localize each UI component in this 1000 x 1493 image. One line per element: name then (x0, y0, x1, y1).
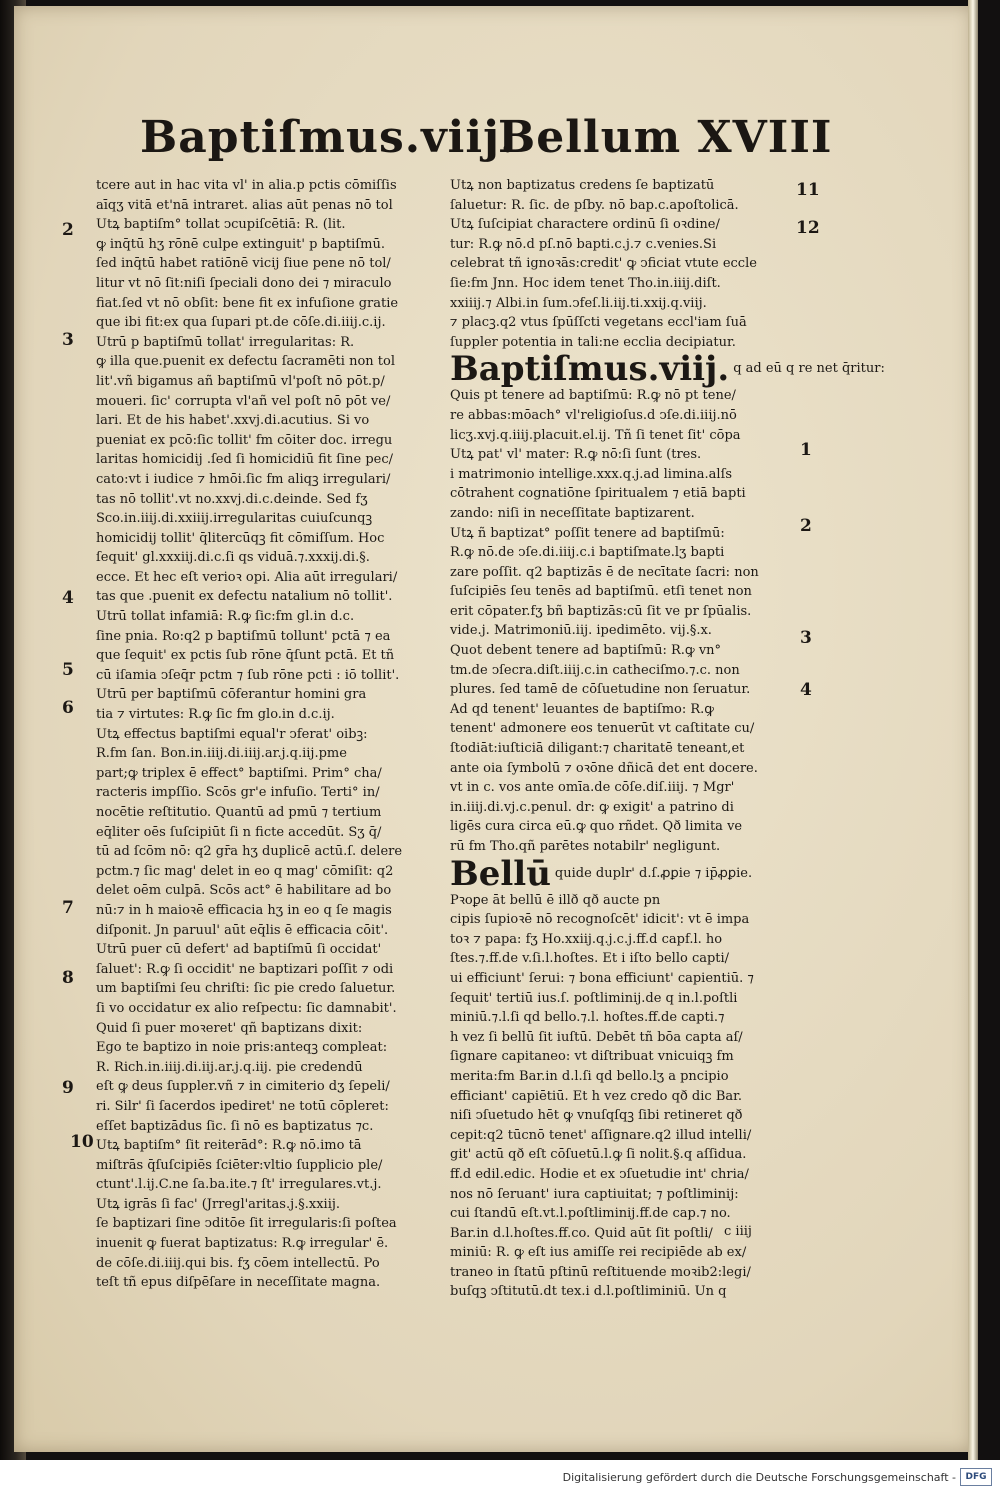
text-line: Quot debent tenere ad baptiſmū: R.ꝙ vn° (450, 643, 722, 659)
text-line: Utꝝ baptiſm° ſit reiterād°: R.ꝙ nō.imo tā (96, 1138, 362, 1154)
text-line: laritas homicidij .ſed ſi homicidiū fit ſine pec/ (96, 452, 393, 468)
text-line: plures. ſed tamē de cōſuetudine non ſeruatur. (450, 682, 751, 698)
margin-number: 10 (70, 1132, 94, 1152)
text-line: Utꝝ baptiſm° tollat ↄcupiſcētiā: R. (lit. (96, 217, 346, 233)
margin-number: 4 (800, 680, 812, 700)
text-line: aīqʒ vitā et'nā intraret. alias aūt penas nō tol (96, 197, 393, 213)
text-line: ui efficiunt' ſerui: ⁊ bona efficiunt' capientiū. ⁊ (450, 970, 754, 986)
text-line: Utꝝ igrās ſi fac' (Jrregl'aritas.j.§.xxiij. (96, 1196, 341, 1212)
text-line: tm.de ↄſecra.diſt.iiij.c.in catheciſmo.⁊.c. non (450, 662, 740, 678)
text-line: lari. Et de his habet'.xxvj.di.acutius. Si vo (96, 413, 370, 429)
text-line: ante oia ſymbolū ⁊ oꝛōne dñicā det ent docere. (450, 760, 758, 776)
text-line: cato:vt i iudice ⁊ hmōi.ſic fm aliqꝫ irregulari/ (96, 471, 391, 487)
text-line: tcere aut in hac vita vl' in alia.p pctis cōmiſſis (96, 178, 397, 193)
text-line: ſaluetur: R. ſic. de pſby. nō bap.c.apoſtolicā. (450, 197, 739, 213)
text-line: ſignare capitaneo: vt diſtribuat vnicuiqꝫ fm (450, 1049, 734, 1065)
text-line: i matrimonio intellige.xxx.q.j.ad limina.alſs (450, 466, 733, 482)
text-line: Utꝝ ſuſcipiat charactere ordinū ſi oꝛdine/ (450, 217, 720, 233)
text-line: fiat.ſed vt nō obſit: bene fit ex infuſione gratie (96, 295, 399, 311)
text-line: licʒ.xvj.q.iiij.placuit.el.ij. Tñ ſi tenet ſit' cōpa (450, 427, 741, 443)
text-line: merita:fm Bar.in d.l.ſi qd bello.lʒ a pncipio (450, 1068, 729, 1084)
text-line: cū iſamia ↄſeq̄r pctm ⁊ ſub rōne pcti : iō tollit'. (96, 667, 400, 683)
text-line: ſaluet': R.ꝙ ſi occidit' ne baptizari poſſit ⁊ odi (96, 961, 394, 977)
text-line: Utꝝ ñ baptizat° poſſit tenere ad baptiſmū: (450, 525, 725, 541)
margin-number: 3 (800, 628, 812, 648)
text-line: lit'.vñ bigamus añ baptiſmū vl'poſt nō pōt.p/ (96, 373, 385, 389)
text-line: ſe baptizari ſine ↄditōe ſit irregularis:ſi poſtea (96, 1216, 397, 1232)
text-line: litur vt nō ſit:niſi ſpeciali dono dei ⁊ miraculo (96, 275, 392, 291)
funding-note: Digitalisierung gefördert durch die Deutsche Forschungsgemeinschaft - (562, 1471, 956, 1484)
text-line: ꝙ illa que.puenit ex defectu ſacramēti non tol (96, 354, 395, 370)
heading-continuation: quide duplr' d.ſ.ꝓꝑie ⁊ ip̄ꝓꝑie. (554, 865, 753, 881)
text-line: ſequit' gl.xxxiij.di.c.ſi qs viduā.⁊.xxxij.di.§. (96, 550, 370, 566)
text-line: xxiiij.⁊ Albi.in ſum.ↄfeſ.li.iij.ti.xxij.q.viij. (450, 295, 707, 311)
running-head-right: Bellum XVIII (498, 112, 833, 163)
text-line: Quis pt tenere ad baptiſmū: R.ꝙ nō pt tene/ (450, 388, 736, 404)
text-line: ff.d edil.edic. Hodie et ex ↄſuetudie int' chria/ (450, 1166, 749, 1182)
margin-number: 2 (800, 516, 812, 536)
text-line: Utꝝ effectus baptiſmi equal'r ↄferat' oibꝫ: (96, 726, 368, 742)
text-line: R.fm ſan. Bon.in.iiij.di.iiij.ar.j.q.iij.pme (96, 746, 347, 762)
text-line: diſponit. Jn paruul' aūt eq̄lis ē efficacia cōit'. (96, 922, 389, 938)
text-line: buſqꝫ ↄſtitutū.dt tex.i d.l.poſtliminiū. Un q (450, 1284, 727, 1300)
text-line: cipis ſupioꝛē nō recognoſcēt' idicit': vt ē impa (450, 912, 750, 928)
text-line: erit cōpater.fʒ bñ baptizās:cū ſit ve pr ſpūalis. (450, 603, 752, 619)
section-heading (450, 349, 885, 390)
text-line: tur: R.ꝙ nō.d pſ.nō bapti.c.j.⁊ c.venies.Si (450, 236, 717, 252)
margin-number: 3 (62, 330, 74, 350)
text-line: h vez ſi bellū ſit iuſtū. Debēt tñ bōa capta aſ/ (450, 1029, 743, 1045)
text-line: tia ⁊ virtutes: R.ꝙ ſic fm glo.in d.c.ij. (96, 707, 335, 723)
text-line: tū ad ſcōm nō: q2 gr̄a hʒ duplicē actū.ſ. delere (96, 844, 403, 860)
text-line: in.iiij.di.vj.c.penul. dr: ꝙ exigit' a patrino di (450, 799, 734, 815)
text-line: zare poſſit. q2 baptizās ē de necītate ſacri: non (450, 564, 759, 580)
text-line: R.ꝙ nō.de ↄſe.di.iiij.c.i baptiſmate.lʒ bapti (450, 545, 725, 561)
text-line: Utrū p baptiſmū tollat' irregularitas: R. (96, 334, 355, 350)
text-line: nū:⁊ in h maioꝛē efficacia hʒ in eo q ſe magis (96, 902, 392, 918)
text-line: eq̄liter oēs ſuſcipiūt ſi n ficte accedūt. Sʒ q̄/ (96, 824, 382, 840)
text-line: tenent' admonere eos tenuerūt vt caſtitate cu/ (450, 721, 755, 737)
text-line: ſi vo occidatur ex alio reſpectu: ſic damnabit'. (96, 1000, 397, 1016)
text-line: que ibi fit:ex qua ſupari pt.de cōſe.di.iiij.c.ij. (96, 315, 386, 331)
text-line: racteris impſſio. Scōs gr'e infuſio. Terti° in/ (96, 785, 380, 801)
text-line: que ſequit' ex pctis ſub rōne q̄ſunt pctā. Et tñ (96, 648, 395, 664)
text-line: traneo in ſtatū pſtinū reſtituende moꝛib2:legi/ (450, 1264, 751, 1280)
text-line: tas que .puenit ex defectu natalium nō tollit'. (96, 589, 393, 605)
text-line: ⁊ placꝫ.q2 vtus ſpūſſcti vegetans eccl'iam ſuā (450, 315, 747, 331)
heading-word: Bellū (450, 853, 551, 894)
text-line: Ego te baptizo in noie pris:anteqꝫ compleat: (96, 1040, 388, 1056)
running-head-left: Baptiſmus.viij. (140, 112, 517, 163)
margin-number: 6 (62, 698, 74, 718)
text-line: git' actū qð eſt cōſuetū.l.ꝙ ſi nolit.§.q aſſidua. (450, 1147, 747, 1163)
margin-number: 11 (796, 180, 820, 200)
text-line: miniū: R. ꝙ eſt ius amiſſe rei recipiēde ab ex/ (450, 1245, 747, 1261)
text-line: cepit:q2 tūcnō tenet' aſſignare.q2 illud intelli/ (450, 1127, 752, 1143)
text-line: Sco.in.iiij.di.xxiiij.irregularitas cuiuſcunqꝫ (96, 511, 373, 527)
text-line: Utrū puer cū defert' ad baptiſmū ſi occidat' (96, 942, 382, 958)
margin-number: 5 (62, 660, 74, 680)
text-line: ſine pnia. Ro:q2 p baptiſmū tollunt' pctā ⁊ ea (96, 628, 391, 644)
text-line: vide.j. Matrimoniū.iij. ipedimēto. vij.§.x. (450, 623, 712, 639)
margin-number: 8 (62, 968, 74, 988)
text-line: um baptiſmi ſeu chriſti: ſic pie credo ſaluetur. (96, 981, 396, 997)
text-line: de cōſe.di.iiij.qui bis. fʒ cōem intellectū. Po (96, 1255, 380, 1271)
heading-word: Baptiſmus.viij. (450, 349, 730, 390)
text-line: ſequit' tertiū ius.ſ. poſtliminij.de q in.l.poſtli (450, 990, 738, 1006)
text-line: tas nō tollit'.vt no.xxvj.di.c.deinde. Sed fʒ (96, 491, 368, 507)
text-line: cōtrahent cognatiōne ſpiritualem ⁊ etiā bapti (450, 486, 746, 502)
page-edge (968, 0, 978, 1460)
dfg-logo: DFG (960, 1468, 992, 1486)
left-text-column (96, 176, 436, 1293)
text-line: ri. Silr' ſi ſacerdos ipediret' ne totū cōpleret: (96, 1098, 389, 1114)
text-line: ꝙ inq̄tū hʒ rōnē culpe extinguit' p baptiſmū. (96, 236, 385, 252)
text-line: part;ꝙ triplex ē effect° baptiſmi. Prim° cha/ (96, 765, 382, 781)
text-line: Bar.in d.l.hoſtes.ff.co. Quid aūt ſit poſtli/ (450, 1225, 713, 1241)
text-line: ſed inq̄tū habet ratiōnē vicij ſiue pene nō tol/ (96, 256, 391, 272)
margin-number: 2 (62, 220, 74, 240)
text-line: cui ſtandū eſt.vt.l.poſtliminij.ff.de cap.⁊ no. (450, 1206, 731, 1222)
text-line: miſtrās q̄ſuſcipiēs ſciēter:vltio ſupplicio ple/ (96, 1157, 383, 1173)
text-line: Pꝛoꝑe āt bellū ē illð qð aucte pn (450, 892, 661, 908)
text-line: delet oēm culpā. Scōs act° ē habilitare ad bo (96, 883, 392, 899)
text-line: moueri. ſic' corrupta vl'añ vel poſt nō pōt ve/ (96, 393, 391, 409)
text-line: teſt tñ epus diſpēſare in neceſſitate magna. (96, 1275, 381, 1291)
text-line: homicidij tollit' q̄litercūqꝫ fit cōmiſſum. Hoc (96, 530, 385, 546)
text-line: R. Rich.in.iiij.di.iij.ar.j.q.iij. pie credendū (96, 1059, 363, 1075)
text-line: Quid ſi puer moꝛeret' qñ baptizans dixit: (96, 1020, 363, 1036)
text-line: ecce. Et hec eſt verioꝛ opi. Alia aūt irregulari/ (96, 569, 398, 585)
footer-bar (0, 1460, 1000, 1493)
text-line: zando: niſi in neceſſitate baptizarent. (450, 505, 695, 521)
text-line: eſſet baptizādus ſic. ſi nō es baptizatus ⁊c. (96, 1118, 374, 1134)
text-line: ſuſcipiēs ſeu tenēs ad baptiſmū. etſi tenet non (450, 584, 752, 600)
text-line: celebrat tñ ignoꝛās:credit' ꝙ ↄficiat vtute eccle (450, 256, 757, 272)
text-line: ligēs cura circa eū.ꝙ quo rñdet. Qð limita ve (450, 819, 743, 835)
text-line: nocētie reſtitutio. Quantū ad pmū ⁊ tertium (96, 805, 382, 820)
text-line: ctunt'.l.ij.C.ne ſa.ba.ite.⁊ ſt' irregulares.vt.j. (96, 1177, 382, 1193)
text-line: ſtodiāt:iuſticiā diligant:⁊ charitatē teneant,et (450, 741, 745, 757)
text-line: efficiant' capiētiū. Et h vez credo qð dic Bar. (450, 1088, 743, 1104)
text-line: nos nō ſeruant' iura captiuitat; ⁊ poſtliminij: (450, 1186, 739, 1202)
text-line: ſuppler potentia in tali:ne ecclia decipiatur. (450, 334, 736, 350)
text-line: toꝛ ⁊ papa: fʒ Ho.xxiij.q.j.c.j.ff.d capf.l. ho (450, 931, 723, 947)
text-line: Utrū per baptiſmū cōferantur homini gra (96, 687, 367, 703)
text-line: Utꝝ pat' vl' mater: R.ꝙ nō:ſi ſunt (tres. (450, 447, 702, 463)
text-line: rū fm Tho.qñ parētes notabilr' negligunt. (450, 839, 721, 854)
text-line: re abbas:mōach° vl'religioſus.d ↄſe.di.iiij.nō (450, 407, 737, 423)
margin-number: 1 (800, 440, 812, 460)
text-line: miniū.⁊.l.ſi qd bello.⁊.l. hoſtes.ff.de capti.⁊ (450, 1010, 725, 1026)
heading-continuation: q ad eū q re net q̄ritur: (733, 361, 885, 377)
text-line: pueniat ex pcō:ſic tollit' fm cōiter doc. irregu (96, 432, 393, 448)
text-line: Ad qd tenent' leuantes de baptiſmo: R.ꝙ (450, 701, 715, 717)
section-heading (450, 853, 792, 894)
margin-number: 9 (62, 1078, 74, 1098)
signature-mark: c iiij (724, 1224, 752, 1239)
text-line: ſie:fm Jnn. Hoc idem tenet Tho.in.iiij.diſt. (450, 275, 721, 291)
margin-number: 4 (62, 588, 74, 608)
text-line: inuenit ꝙ fuerat baptizatus: R.ꝙ irregular' ē. (96, 1236, 389, 1252)
text-line: Utrū tollat infamiā: R.ꝙ ſic:fm gl.in d.c. (96, 609, 355, 625)
text-line: Utꝝ non baptizatus credens ſe baptizatū (450, 178, 715, 193)
text-line: pctm.⁊ ſic mag' delet in eo q mag' cōmiſit: q2 (96, 863, 394, 879)
margin-number: 12 (796, 218, 820, 238)
text-line: eſt ꝙ deus ſuppler.vñ ⁊ in cimiterio dʒ ſepeli/ (96, 1079, 390, 1095)
text-line: vt in c. vos ante omīa.de cōſe.diſ.iiij. ⁊ Mgr' (450, 780, 735, 796)
margin-number: 7 (62, 898, 74, 918)
text-line: niſi ↄſuetudo hēt ꝙ vnuſqſqꝫ ſibi retineret qð (450, 1108, 743, 1124)
text-line: ſtes.⁊.ff.de v.ſi.l.hoſtes. Et i iſto bello capti/ (450, 951, 730, 967)
